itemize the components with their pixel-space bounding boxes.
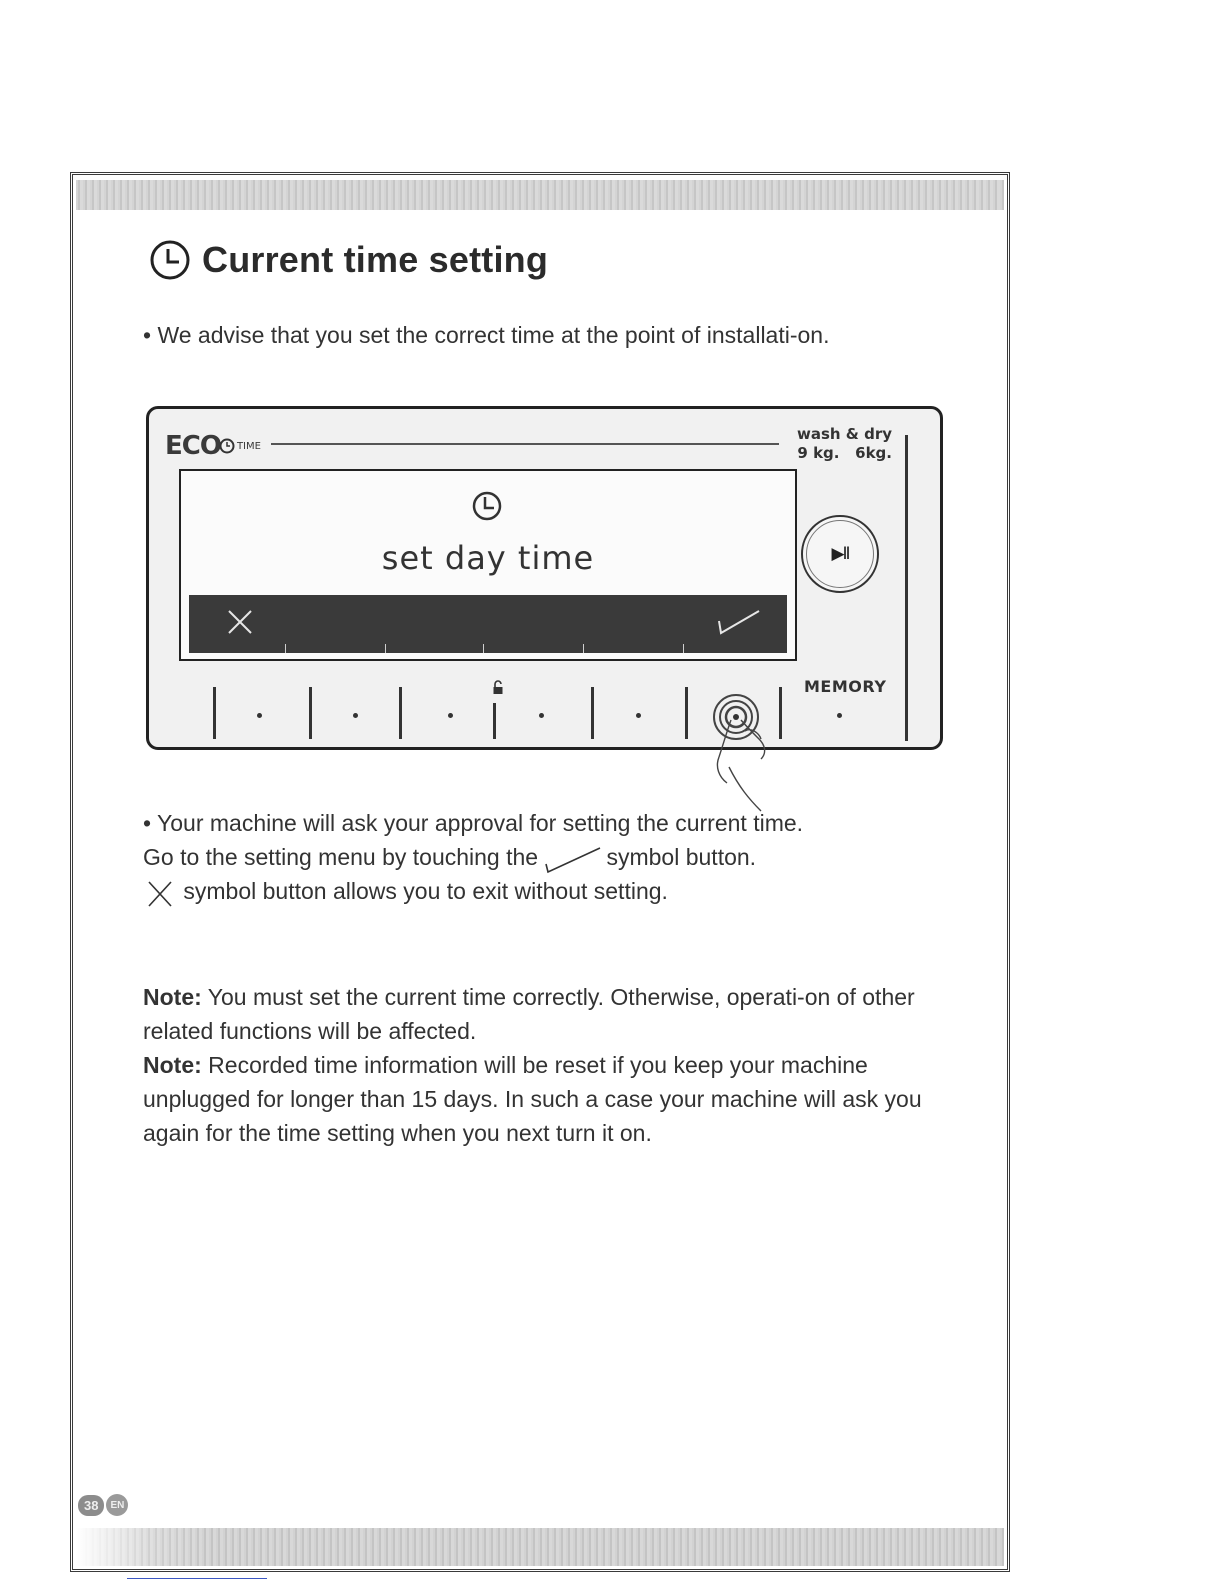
bar-tick xyxy=(385,644,386,653)
bar-tick xyxy=(683,644,684,653)
screen-message: set day time xyxy=(381,539,595,577)
button-dot[interactable] xyxy=(353,713,358,718)
notes-block xyxy=(143,980,943,1150)
brand-divider xyxy=(271,443,779,445)
lock-icon xyxy=(492,680,504,696)
note-label: Note: xyxy=(143,984,202,1010)
approval-line-2-start: Go to the setting menu by touching the xyxy=(143,844,545,870)
footer-band xyxy=(76,1528,1004,1566)
button-separator xyxy=(399,687,402,739)
timer-icon xyxy=(219,438,235,454)
approval-line-2-end: symbol button. xyxy=(606,844,757,870)
control-panel-illustration xyxy=(146,406,943,750)
bar-tick xyxy=(285,644,286,653)
button-row xyxy=(149,679,940,745)
button-separator xyxy=(591,687,594,739)
finger-touch-icon xyxy=(709,687,799,817)
memory-label: MEMORY xyxy=(804,677,887,696)
page-number-badge xyxy=(78,1494,128,1516)
button-dot[interactable] xyxy=(257,713,262,718)
button-separator xyxy=(685,687,688,739)
bar-tick xyxy=(483,644,484,653)
button-separator xyxy=(213,687,216,739)
memory-button-dot[interactable] xyxy=(837,713,842,718)
capacity-label xyxy=(797,425,892,463)
note-text: You must set the current time correctly. Otherwise, operati-on of other related functions will be affected. xyxy=(143,984,915,1044)
approval-line-2 xyxy=(143,840,943,874)
approval-line-3-end: symbol button allows you to exit without setting. xyxy=(177,878,668,904)
footer-rule xyxy=(127,1578,267,1579)
button-separator xyxy=(309,687,312,739)
button-dot[interactable] xyxy=(448,713,453,718)
intro-paragraph: • We advise that you set the correct time at the point of installati-on. xyxy=(143,322,830,348)
capacity-line-2: 9 kg. 6kg. xyxy=(797,444,892,462)
clock-icon xyxy=(468,487,506,525)
cancel-icon[interactable] xyxy=(227,609,253,635)
brand-logo xyxy=(165,431,261,461)
cancel-icon xyxy=(143,876,177,910)
button-dot[interactable] xyxy=(636,713,641,718)
confirm-check-icon[interactable] xyxy=(717,607,761,635)
language-badge: EN xyxy=(106,1494,128,1516)
note-label: Note: xyxy=(143,1052,202,1078)
bar-tick xyxy=(583,644,584,653)
clock-icon xyxy=(148,238,192,282)
approval-paragraph xyxy=(143,806,943,910)
button-separator xyxy=(493,703,496,739)
page-number: 38 xyxy=(78,1495,104,1516)
confirm-check-icon xyxy=(544,844,606,874)
note-text: Recorded time information will be reset if you keep your machine unplugged for longer than 15 days. In such a case your machine will ask you again for the time setting when you next turn it on. xyxy=(143,1052,922,1146)
approval-line-3 xyxy=(143,874,943,910)
screen-action-bar xyxy=(189,595,787,653)
page-title: Current time setting xyxy=(202,239,549,280)
button-dot[interactable] xyxy=(539,713,544,718)
capacity-line-1: wash & dry xyxy=(796,425,892,443)
note-2 xyxy=(143,1048,943,1150)
section-title xyxy=(148,238,548,282)
approval-line-1: • Your machine will ask your approval for setting the current time. xyxy=(143,810,804,836)
start-pause-button[interactable] xyxy=(801,515,879,593)
start-pause-icon: ▶II xyxy=(806,520,874,588)
brand-main: ECO xyxy=(165,431,221,461)
note-1 xyxy=(143,980,943,1048)
display-screen xyxy=(179,469,797,661)
header-band xyxy=(76,180,1004,210)
brand-sub: TIME xyxy=(236,440,261,452)
